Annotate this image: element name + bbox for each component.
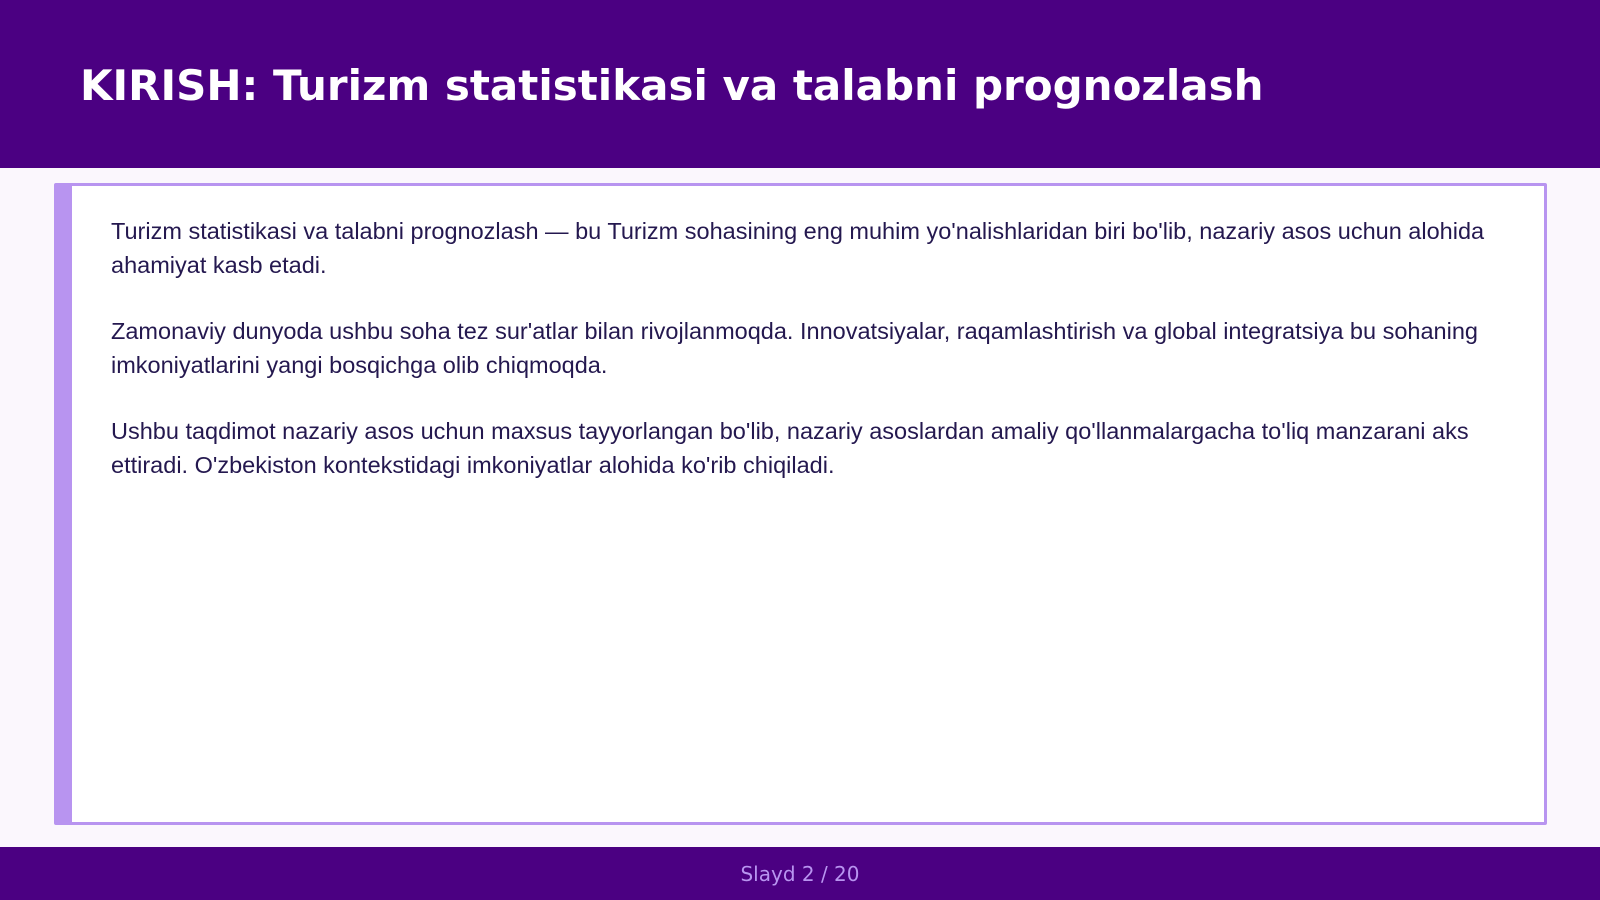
content-text [111,214,1511,514]
slide-footer [0,847,1600,900]
slide-counter: Slayd 2 / 20 [740,862,860,886]
paragraph-3: Ushbu taqdimot nazariy asos uchun maxsus tayyorlangan bo'lib, nazariy asoslardan amaliy qo'llanmalargacha to'liq manzarani aks ettiradi. O'zbekiston kontekstidagi imkoniyatlar alohida ko'rib chiqiladi. [111,418,1469,478]
slide-title: KIRISH: Turizm statistikasi va talabni prognozlash [80,61,1264,110]
paragraph-2: Zamonaviy dunyoda ushbu soha tez sur'atlar bilan rivojlanmoqda. Innovatsiyalar, raqamlashtirish va global integratsiya bu sohaning imkoniyatlarini yangi bosqichga olib chiqmoqda. [111,318,1478,378]
paragraph-1: Turizm statistikasi va talabni prognozlash — bu Turizm sohasining eng muhim yo'nalishlaridan biri bo'lib, nazariy asos uchun alohida ahamiyat kasb etadi. [111,218,1485,278]
content-card [54,183,1547,825]
slide-header [0,0,1600,168]
